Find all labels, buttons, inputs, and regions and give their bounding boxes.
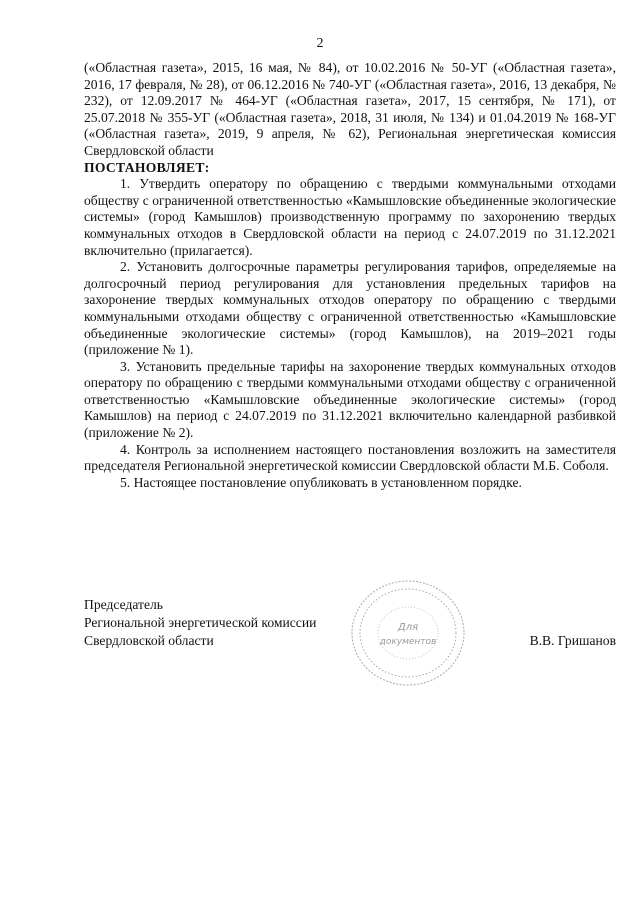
- stamp-seal: [348, 578, 468, 688]
- item-number: 2.: [120, 259, 131, 275]
- item-text: Установить предельные тарифы на захоронение твердых коммунальных отходов оператору по обращению с твердыми коммунальными отходами обществу с ограниченной ответственностью «Камышловские объединенные экологические системы» (город Камышлов) на период с 24.07.2019 по 31.12.2021 включительно календарной разбивкой (приложение № 2).: [84, 358, 616, 441]
- resolution-item-5: [84, 475, 616, 492]
- item-number: 5.: [120, 474, 131, 490]
- stamp-text-line2: документов: [379, 637, 437, 647]
- signatory-title-line2: Региональной энергетической комиссии: [84, 615, 317, 630]
- item-text: Установить долгосрочные параметры регулирования тарифов, определяемые на долгосрочный период регулирования для установления предельных тарифов на захоронение твердых коммунальных отходов оператору по обращению с твердыми коммунальными отходами обществу с ограниченной ответственностью «Камышловские объединенные экологические системы» (город Камышлов), на 2019–2021 годы (приложение № 1).: [84, 259, 616, 358]
- resolution-heading: ПОСТАНОВЛЯЕТ:: [84, 159, 210, 175]
- resolution-item-4: [84, 442, 616, 475]
- item-number: 1.: [120, 176, 131, 192]
- stamp-text-line1: Для: [397, 622, 419, 633]
- resolution-item-2: [84, 259, 616, 359]
- signatory-name: В.В. Гришанов: [529, 633, 616, 648]
- item-text: Контроль за исполнением настоящего постановления возложить на заместителя председателя Региональной энергетической комиссии Свердловской области М.Б. Соболя.: [84, 441, 616, 474]
- item-text: Утвердить оператору по обращению с твердыми коммунальными отходами обществу с ограниченной ответственностью «Камышловские объединенные экологические системы» (город Камышлов) производственную программу по захоронению твердых коммунальных отходов в Свердловской области на период с 24.07.2019 по 31.12.2021 включительно (прилагается).: [84, 176, 616, 258]
- item-number: 4.: [120, 441, 131, 457]
- preamble: («Областная газета», 2015, 16 мая, № 84), от 10.02.2016 № 50-УГ («Областная газета», 2016, 17 февраля, № 28), от 06.12.2016 № 740-УГ («Областная газета», 2016, 13 декабря, № 232), от 12.09.2017 № 464-УГ («Областная газета», 2017, 15 сентября, № 171), от 25.07.2018 № 355-УГ («Областная газета», 2018, 31 июля, № 134) и 01.04.2019 № 168-УГ («Областная газета», 2019, 9 апреля, № 62), Региональная энергетическая комиссия Свердловской области: [84, 60, 616, 158]
- item-text: Настоящее постановление опубликовать в установленном порядке.: [133, 474, 522, 490]
- resolution-item-1: [84, 176, 616, 259]
- page-number: 2: [316, 36, 324, 51]
- resolution-item-3: [84, 359, 616, 442]
- signatory-title-line3: Свердловской области: [84, 633, 214, 648]
- signatory-title-line1: Председатель: [84, 597, 163, 612]
- item-number: 3.: [120, 358, 131, 374]
- document-body: [84, 60, 616, 491]
